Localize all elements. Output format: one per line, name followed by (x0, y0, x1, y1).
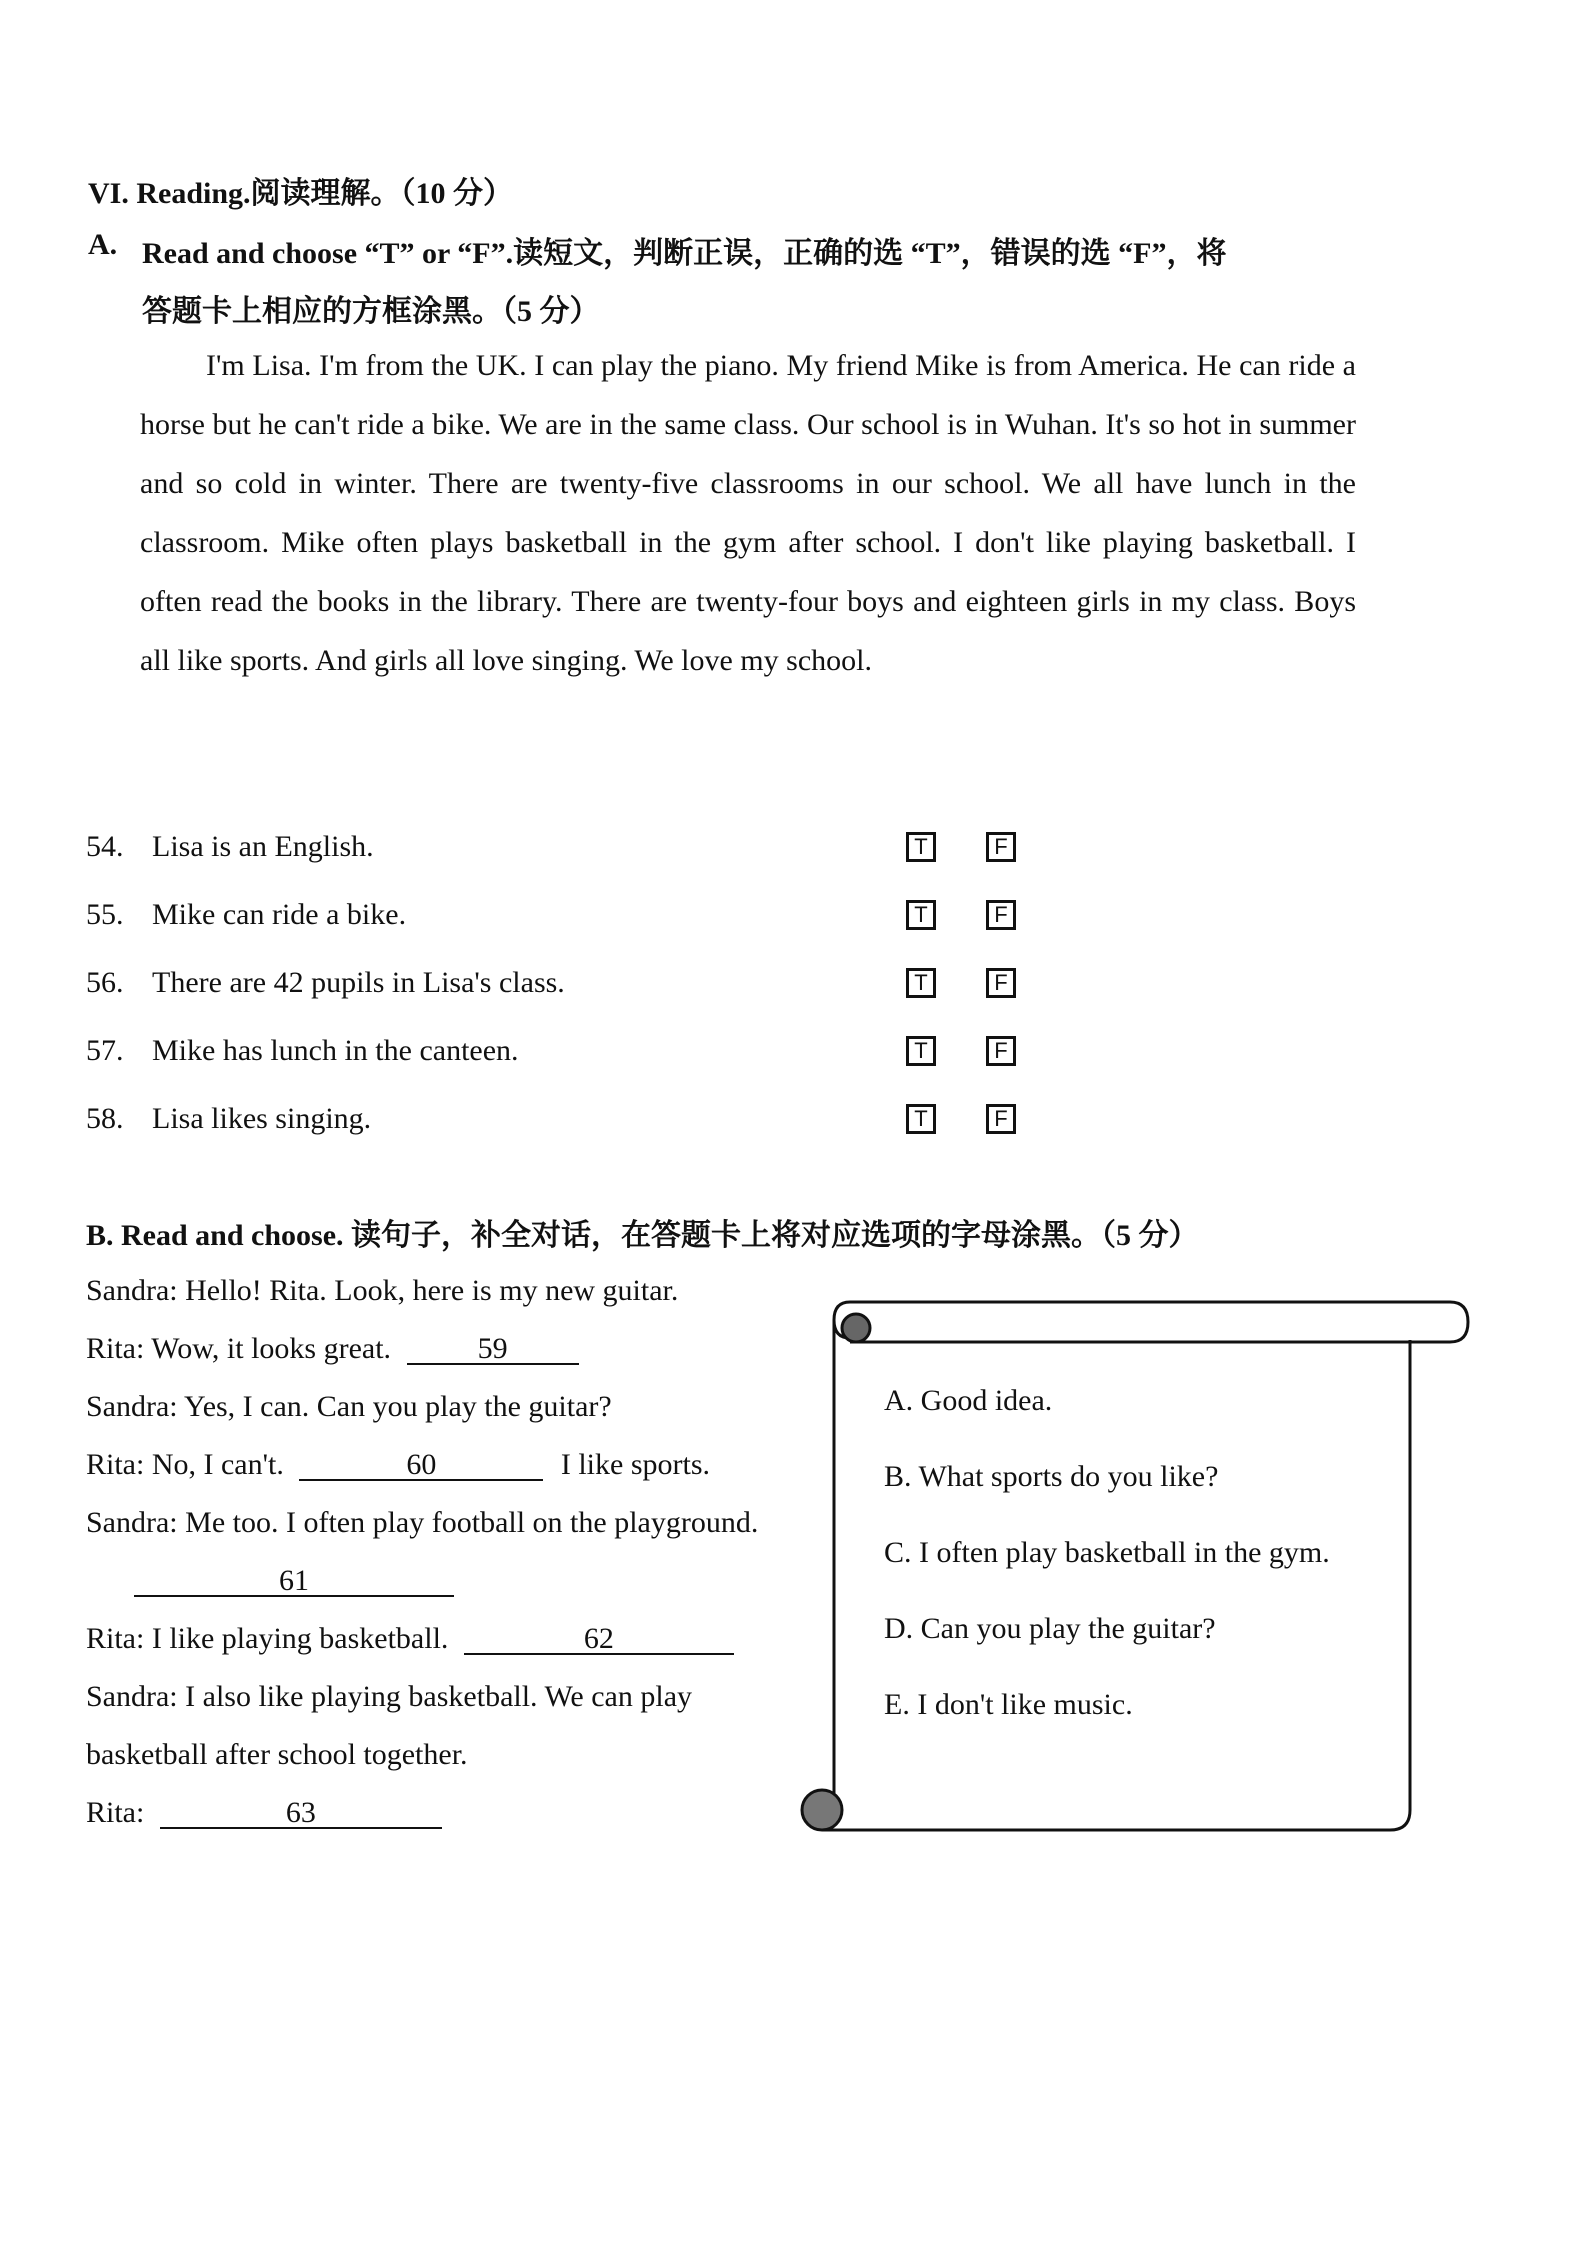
dialogue-line-6 (134, 1564, 454, 1598)
true-box-55[interactable]: T (906, 900, 936, 930)
answer-blank-59[interactable]: 59 (407, 1335, 579, 1365)
true-box-54[interactable]: T (906, 832, 936, 862)
option-e[interactable]: E. I don't like music. (884, 1688, 1133, 1721)
dialogue-line-7 (86, 1622, 734, 1656)
answer-blank-61[interactable]: 61 (134, 1567, 454, 1597)
options-scroll (790, 1290, 1470, 1850)
question-text-57: Mike has lunch in the canteen. (152, 1034, 519, 1067)
true-box-57[interactable]: T (906, 1036, 936, 1066)
section-title: VI. Reading.阅读理解。（10 分） (88, 177, 514, 210)
question-text-56: There are 42 pupils in Lisa's class. (152, 966, 565, 999)
dialogue-line-5: Sandra: Me too. I often play football on the playground. (86, 1506, 759, 1539)
scroll-top-curl-icon (842, 1314, 870, 1342)
part-a-label: A. (88, 228, 118, 261)
dialogue-line-4-text: Rita: No, I can't. (86, 1448, 284, 1481)
option-b[interactable]: B. What sports do you like? (884, 1460, 1219, 1493)
question-text-54: Lisa is an English. (152, 830, 374, 863)
scroll-bottom-curl-icon (802, 1790, 842, 1830)
option-d[interactable]: D. Can you play the guitar? (884, 1612, 1216, 1645)
false-box-56[interactable]: F (986, 968, 1016, 998)
option-c[interactable]: C. I often play basketball in the gym. (884, 1536, 1330, 1569)
question-number-57: 57. (86, 1034, 124, 1067)
question-number-54: 54. (86, 830, 124, 863)
false-box-55[interactable]: F (986, 900, 1016, 930)
dialogue-line-3: Sandra: Yes, I can. Can you play the guitar? (86, 1390, 612, 1423)
answer-blank-63[interactable]: 63 (160, 1799, 442, 1829)
dialogue-line-4 (86, 1448, 710, 1482)
question-number-58: 58. (86, 1102, 124, 1135)
dialogue-line-1: Sandra: Hello! Rita. Look, here is my new guitar. (86, 1274, 679, 1307)
reading-passage: I'm Lisa. I'm from the UK. I can play the piano. My friend Mike is from America. He can ride a horse but he can't ride a bike. We are in the same class. Our school is in Wuhan. It's so hot in summer and so cold in winter. There are twenty-five classrooms in our school. We all have lunch in the classroom. Mike often plays basketball in the gym after school. I don't like playing basketball. I often read the books in the library. There are twenty-four boys and eighteen girls in my class. Boys all like sports. And girls all love singing. We love my school. (140, 349, 1356, 677)
true-box-56[interactable]: T (906, 968, 936, 998)
question-text-55: Mike can ride a bike. (152, 898, 407, 931)
option-a[interactable]: A. Good idea. (884, 1384, 1053, 1417)
dialogue-line-8: Sandra: I also like playing basketball. We can play (86, 1680, 693, 1713)
true-box-58[interactable]: T (906, 1104, 936, 1134)
dialogue-line-4-end: I like sports. (560, 1448, 711, 1481)
false-box-54[interactable]: F (986, 832, 1016, 862)
false-box-57[interactable]: F (986, 1036, 1016, 1066)
part-a-instruction-line2: 答题卡上相应的方框涂黑。（5 分） (142, 295, 600, 328)
answer-blank-60[interactable]: 60 (299, 1451, 543, 1481)
dialogue-line-9: basketball after school together. (86, 1738, 468, 1771)
dialogue-line-10 (86, 1796, 442, 1830)
question-number-56: 56. (86, 966, 124, 999)
question-number-55: 55. (86, 898, 124, 931)
false-box-58[interactable]: F (986, 1104, 1016, 1134)
part-a-instruction-line1: Read and choose “T” or “F”.读短文，判断正误，正确的选 “T”，错误的选 “F”，将 (142, 237, 1227, 270)
answer-blank-62[interactable]: 62 (464, 1625, 734, 1655)
question-text-58: Lisa likes singing. (152, 1102, 372, 1135)
dialogue-line-2-text: Rita: Wow, it looks great. (86, 1332, 392, 1365)
part-b-instruction: B. Read and choose. 读句子，补全对话，在答题卡上将对应选项的字母涂黑。（5 分） (86, 1219, 1199, 1252)
dialogue-line-2 (86, 1332, 579, 1366)
dialogue-line-7-text: Rita: I like playing basketball. (86, 1622, 449, 1655)
dialogue-line-10-text: Rita: (86, 1796, 145, 1829)
